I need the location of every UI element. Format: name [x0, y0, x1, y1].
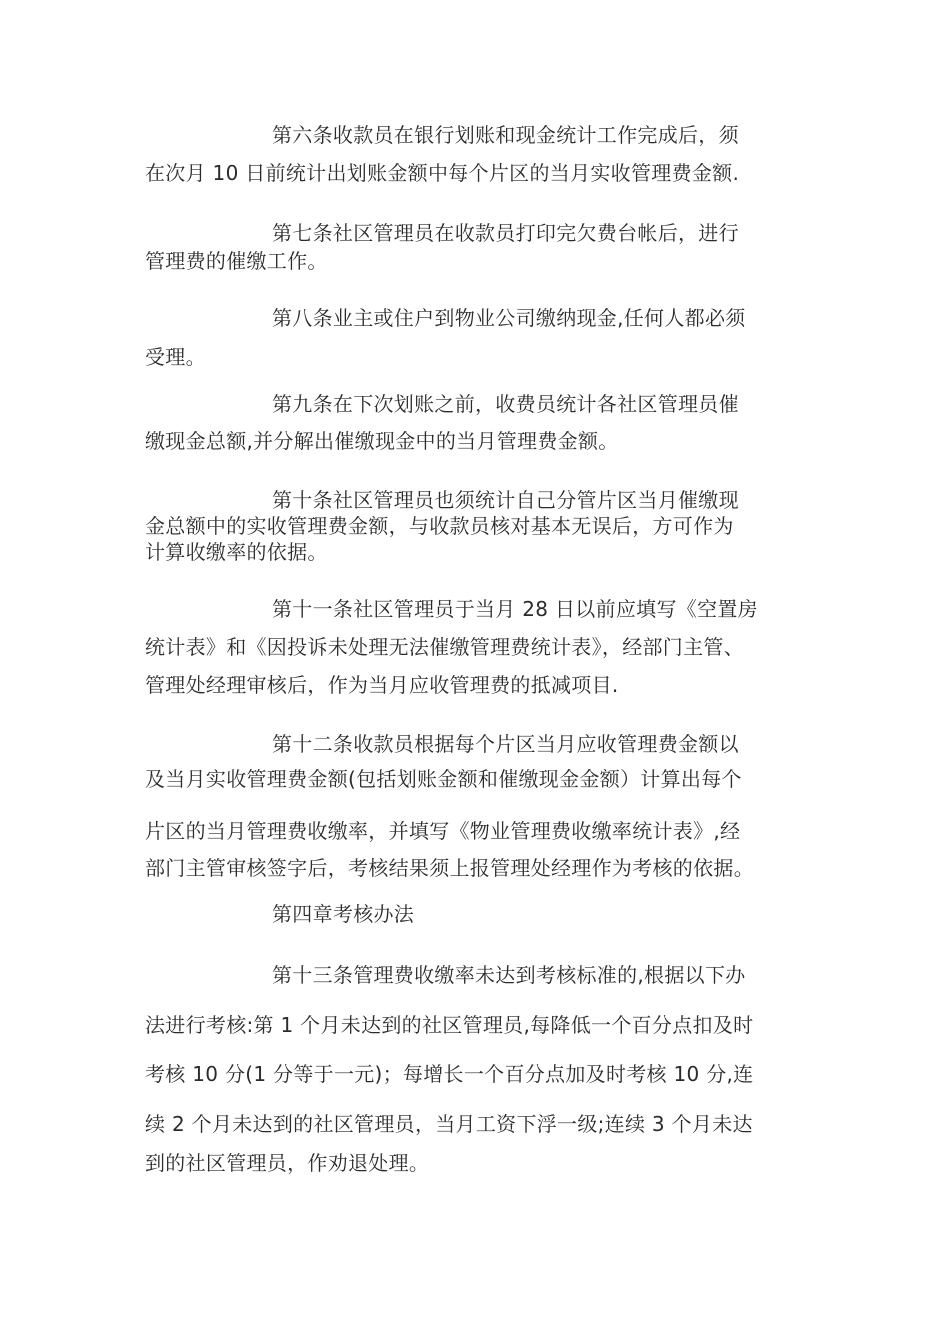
article-12-line-2: 及当月实收管理费金额(包括划账金额和催缴现金金额）计算出每个 — [145, 767, 742, 791]
article-8-line-2: 受理。 — [145, 345, 206, 369]
article-12-line-3: 片区的当月管理费收缴率，并填写《物业管理费收缴率统计表》,经 — [145, 819, 741, 843]
article-9-line-2: 缴现金总额,并分解出催缴现金中的当月管理费金额。 — [145, 429, 619, 453]
article-11-line-3: 管理处经理审核后，作为当月应收管理费的抵减项目. — [145, 673, 619, 697]
article-12-line-4: 部门主管审核签字后，考核结果须上报管理处经理作为考核的依据。 — [145, 856, 754, 880]
article-6-line-1: 第六条收款员在银行划账和现金统计工作完成后，须 — [272, 123, 739, 147]
article-12-line-1: 第十二条收款员根据每个片区当月应收管理费金额以 — [272, 732, 739, 756]
article-8-line-1: 第八条业主或住户到物业公司缴纳现金,任何人都必须 — [272, 306, 746, 330]
article-7-line-2: 管理费的催缴工作。 — [145, 249, 328, 273]
article-11-line-1: 第十一条社区管理员于当月 28 日以前应填写《空置房 — [272, 597, 758, 621]
article-13-line-1: 第十三条管理费收缴率未达到考核标准的,根据以下办 — [272, 963, 746, 987]
chapter-4-heading: 第四章考核办法 — [272, 902, 415, 926]
article-10-line-2: 金总额中的实收管理费金额，与收款员核对基本无误后，方可作为 — [145, 514, 734, 538]
article-13-line-4: 续 2 个月未达到的社区管理员，当月工资下浮一级;连续 3 个月未达 — [145, 1112, 753, 1136]
article-13-line-5: 到的社区管理员，作劝退处理。 — [145, 1151, 430, 1175]
article-13-line-2: 法进行考核:第 1 个月未达到的社区管理员,每降低一个百分点扣及时 — [145, 1013, 754, 1037]
article-9-line-1: 第九条在下次划账之前，收费员统计各社区管理员催 — [272, 392, 739, 416]
article-10-line-1: 第十条社区管理员也须统计自己分管片区当月催缴现 — [272, 488, 739, 512]
article-13-line-3: 考核 10 分(1 分等于一元)；每增长一个百分点加及时考核 10 分,连 — [145, 1062, 754, 1086]
article-6-line-2: 在次月 10 日前统计出划账金额中每个片区的当月实收管理费金额. — [145, 161, 740, 185]
article-11-line-2: 统计表》和《因投诉未处理无法催缴管理费统计表》，经部门主管、 — [145, 635, 744, 659]
article-7-line-1: 第七条社区管理员在收款员打印完欠费台帐后，进行 — [272, 221, 739, 245]
article-10-line-3: 计算收缴率的依据。 — [145, 540, 328, 564]
